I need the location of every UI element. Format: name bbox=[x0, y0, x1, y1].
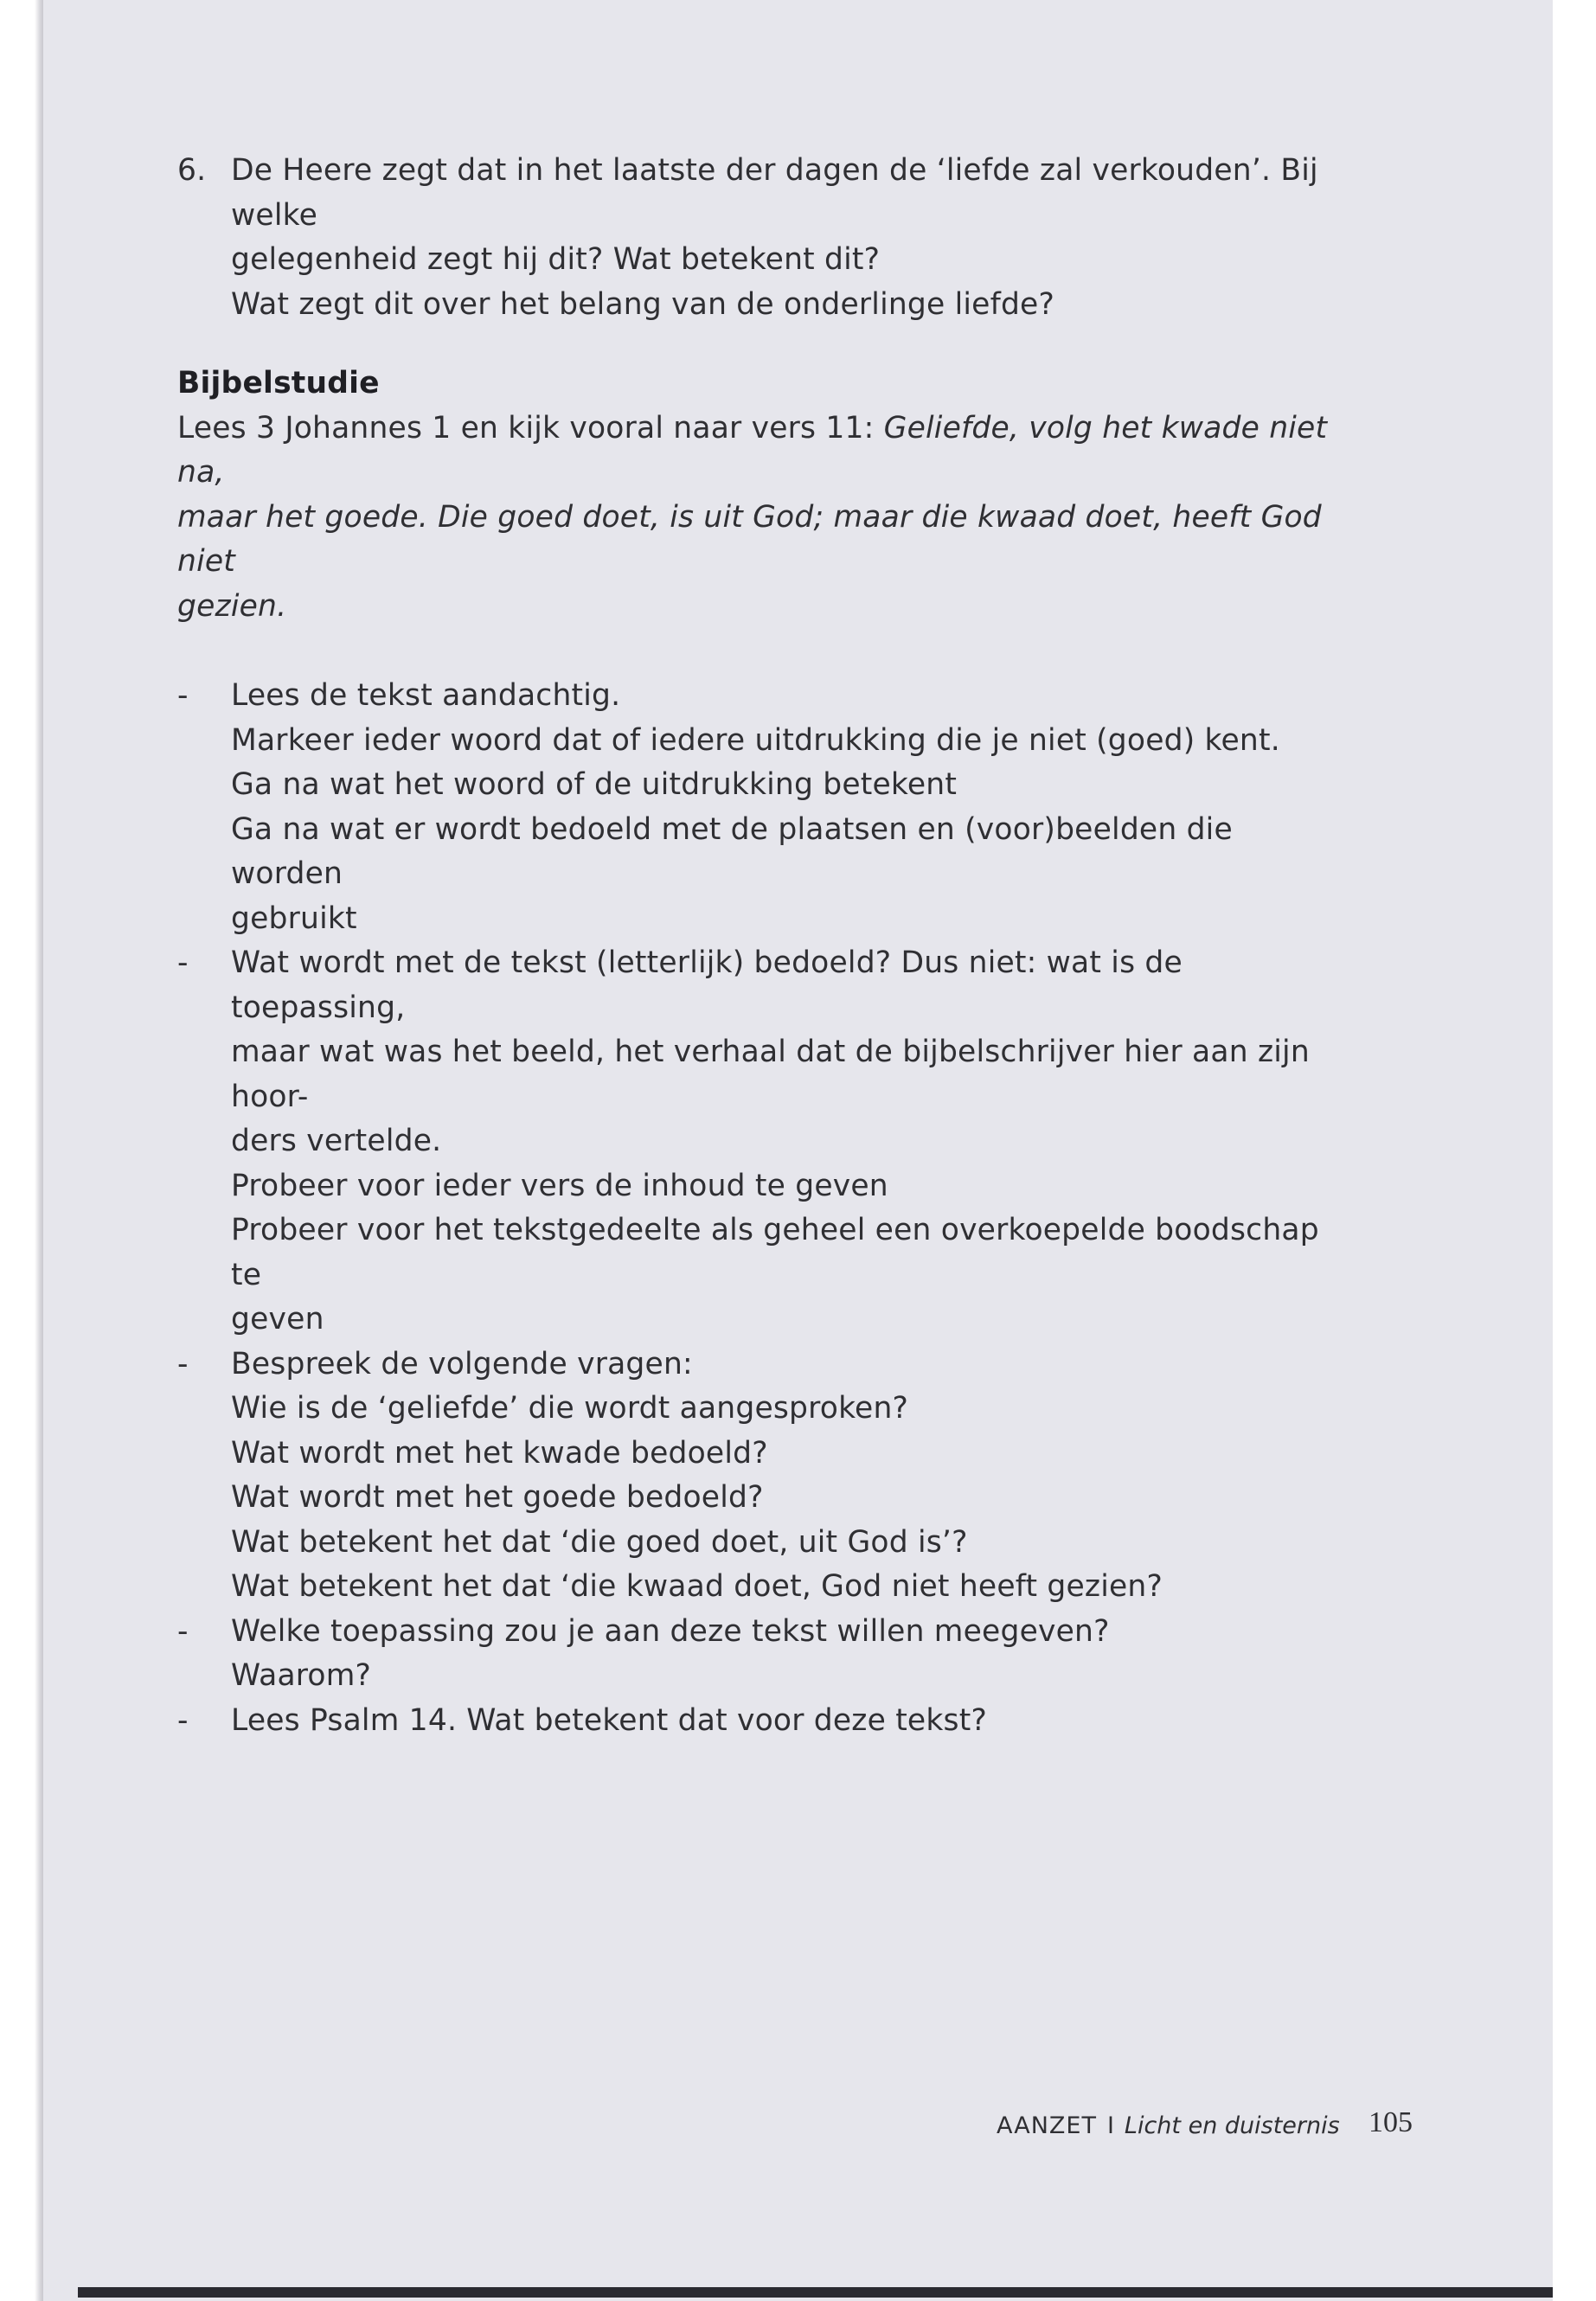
list-item-line: geven bbox=[231, 1302, 324, 1336]
list-item-line: Markeer ieder woord dat of iedere uitdrukking die je niet (goed) kent. bbox=[231, 722, 1280, 758]
list-item-line: ders vertelde. bbox=[231, 1124, 442, 1158]
list-item-line: Lees de tekst aandachtig. bbox=[231, 678, 621, 713]
page-footer bbox=[997, 2106, 1420, 2144]
bible-study-intro bbox=[177, 407, 1336, 630]
footer-separator: I bbox=[1106, 2112, 1114, 2139]
question-number: 6. bbox=[177, 153, 207, 188]
list-item-line: maar wat was het beeld, het verhaal dat de bijbelschrijver hier aan zijn hoor- bbox=[231, 1035, 1310, 1114]
list-item-line: Ga na wat er wordt bedoeld met de plaatsen en (voor)beelden die worden bbox=[231, 811, 1233, 891]
list-item-line: Bespreek de volgende vragen: bbox=[231, 1346, 693, 1381]
list-item-line: Wie is de ‘geliefde’ die wordt aangesproken? bbox=[231, 1391, 909, 1426]
page-number: 105 bbox=[1368, 2106, 1413, 2138]
section-heading: Bijbelstudie bbox=[177, 366, 380, 401]
bullet-dash: - bbox=[177, 678, 189, 713]
intro-line bbox=[177, 407, 1336, 496]
bullet-dash: - bbox=[177, 1613, 189, 1649]
intro-quote: Geliefde, volg het kwade niet na, bbox=[177, 410, 1328, 490]
list-item bbox=[177, 1699, 1336, 1744]
list-item-line: Welke toepassing zou je aan deze tekst willen meegeven? bbox=[231, 1613, 1110, 1649]
intro-quote-line: gezien. bbox=[177, 588, 287, 624]
list-item-line: Wat wordt met de tekst (letterlijk) bedoeld? Dus niet: wat is de toepassing, bbox=[231, 945, 1183, 1025]
study-steps-list bbox=[177, 674, 1336, 1743]
bullet-dash: - bbox=[177, 1346, 189, 1381]
list-item-line: Wat wordt met het kwade bedoeld? bbox=[231, 1435, 768, 1471]
bottom-edge-shadow bbox=[78, 2287, 1553, 2298]
list-item-line: gebruikt bbox=[231, 901, 357, 936]
footer-chapter-title: Licht en duisternis bbox=[1124, 2112, 1340, 2139]
bullet-dash: - bbox=[177, 1702, 189, 1738]
list-item-line: Wat betekent het dat ‘die goed doet, uit God is’? bbox=[231, 1524, 968, 1560]
list-item-line: Ga na wat het woord of de uitdrukking betekent bbox=[231, 767, 958, 802]
list-item-line: Lees Psalm 14. Wat betekent dat voor deze tekst? bbox=[231, 1702, 987, 1738]
list-item-line: Wat wordt met het goede bedoeld? bbox=[231, 1480, 764, 1515]
bullet-dash: - bbox=[177, 945, 189, 980]
question-line: Wat zegt dit over het belang van de onderlinge liefde? bbox=[231, 286, 1054, 322]
list-item-line: Waarom? bbox=[231, 1658, 372, 1693]
intro-plain: Lees 3 Johannes 1 en kijk vooral naar vers 11: bbox=[177, 410, 884, 445]
list-item bbox=[177, 1343, 1336, 1610]
page-margin-right bbox=[1553, 0, 1596, 2301]
list-item bbox=[177, 1610, 1336, 1699]
question-line: De Heere zegt dat in het laatste der dagen de ‘liefde zal verkouden’. Bij welke bbox=[231, 153, 1318, 233]
list-item-line: Wat betekent het dat ‘die kwaad doet, God niet heeft gezien? bbox=[231, 1569, 1163, 1604]
footer-series-name: AANZET bbox=[997, 2112, 1097, 2139]
question-6 bbox=[177, 149, 1336, 327]
list-item-line: Probeer voor het tekstgedeelte als geheel een overkoepelde boodschap te bbox=[231, 1213, 1319, 1292]
intro-quote-line: maar het goede. Die goed doet, is uit God; maar die kwaad doet, heeft God niet bbox=[177, 499, 1322, 579]
list-item bbox=[177, 941, 1336, 1343]
page-content bbox=[177, 149, 1336, 1743]
book-binding-edge bbox=[0, 0, 43, 2301]
list-item-line: Probeer voor ieder vers de inhoud te geven bbox=[231, 1168, 888, 1203]
spacer bbox=[177, 629, 1336, 674]
list-item bbox=[177, 674, 1336, 941]
question-line: gelegenheid zegt hij dit? Wat betekent dit? bbox=[231, 242, 881, 277]
